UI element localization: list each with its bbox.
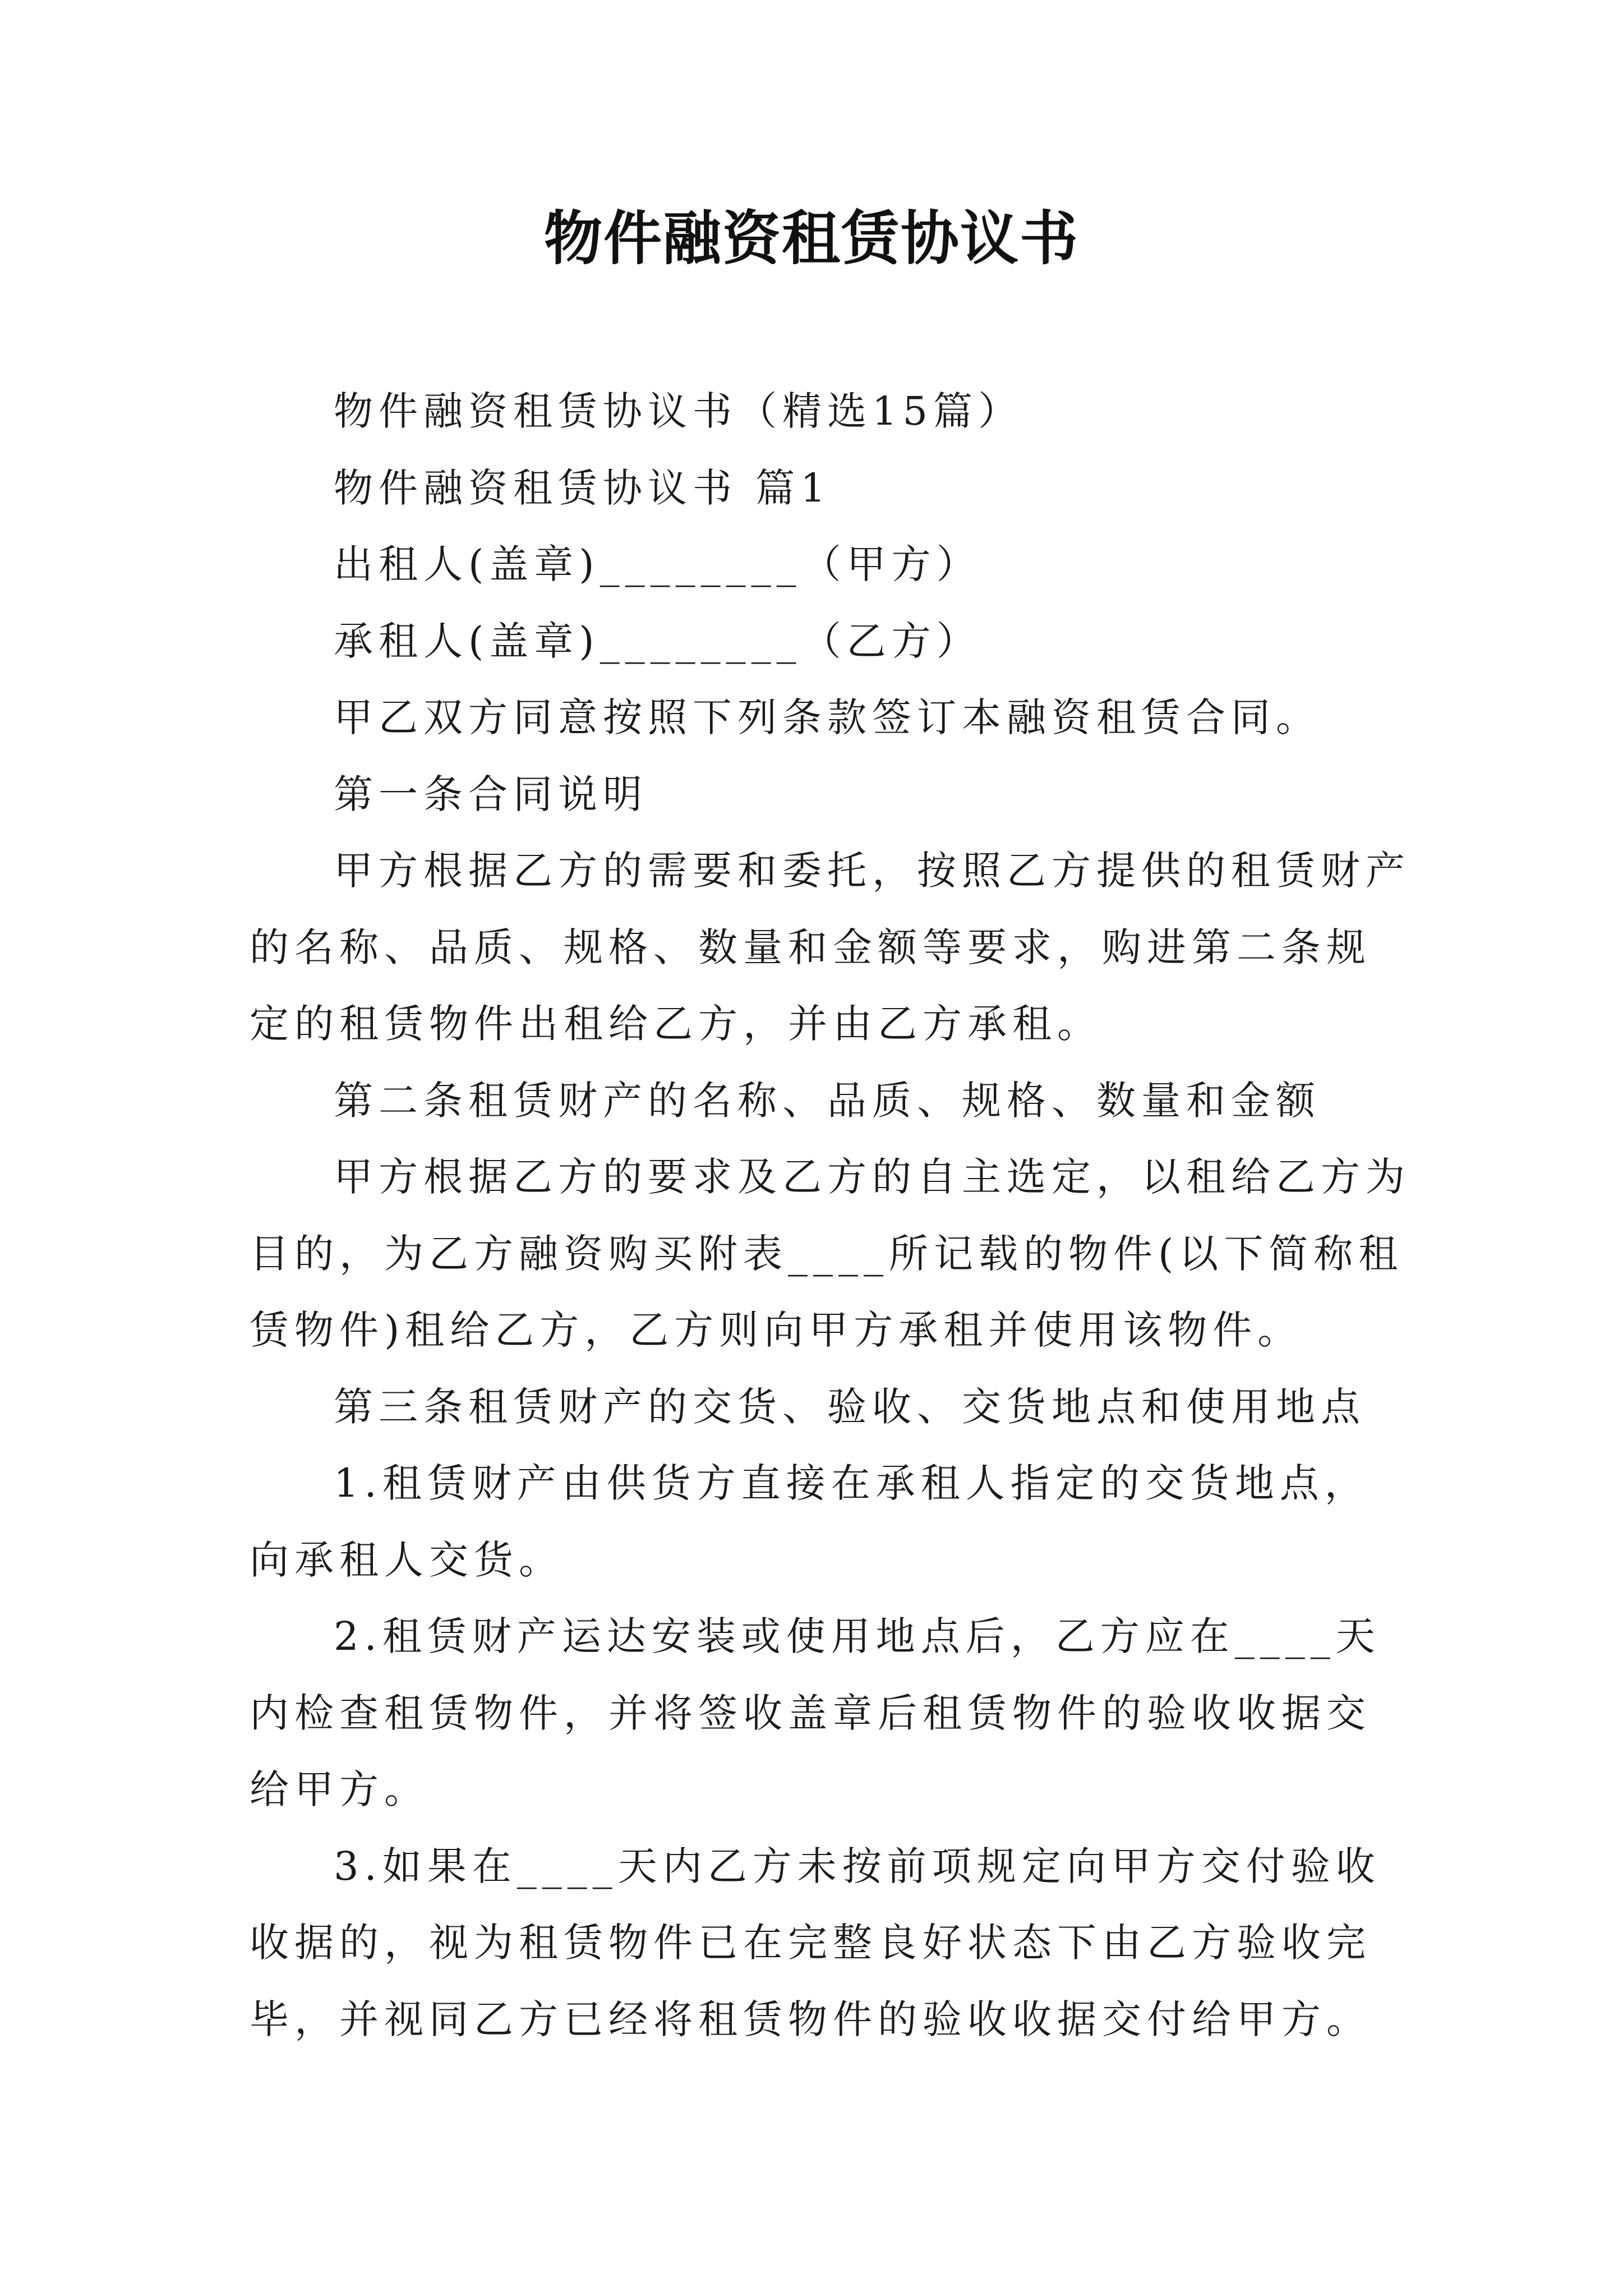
document-title: 物件融资租赁协议书 xyxy=(543,204,1079,273)
paragraph-article-3-item-1: 1.租赁财产由供货方直接在承租人指定的交货地点，向承租人交货。 xyxy=(250,1460,1370,1583)
paragraph-article-1-heading: 第一条合同说明 xyxy=(334,771,648,817)
paragraph-agreement: 甲乙双方同意按照下列条款签订本融资租赁合同。 xyxy=(334,694,1321,740)
paragraph-chapter-heading: 物件融资租赁协议书 篇1 xyxy=(334,464,831,511)
paragraph-lessee: 承租人(盖章)________（乙方） xyxy=(334,618,981,664)
document-body xyxy=(250,373,1410,2058)
paragraph-lessor: 出租人(盖章)________（甲方） xyxy=(334,541,981,587)
paragraph-article-1-body: 甲方根据乙方的需要和委托，按照乙方提供的租赁财产的名称、品质、规格、数量和金额等要求，购进第二条规定的租赁物件出租给乙方，并由乙方承租。 xyxy=(250,848,1410,1047)
paragraph-article-3-item-2: 2.租赁财产运达安装或使用地点后，乙方应在____天内检查租赁物件，并将签收盖章后租赁物件的验收收据交给甲方。 xyxy=(250,1613,1381,1812)
paragraph-article-2-heading: 第二条租赁财产的名称、品质、规格、数量和金额 xyxy=(334,1077,1321,1124)
paragraph-article-3-item-3: 3.如果在____天内乙方未按前项规定向甲方交付验收收据的，视为租赁物件已在完整良好状态下由乙方验收完毕，并视同乙方已经将租赁物件的验收收据交付给甲方。 xyxy=(250,1843,1381,2042)
paragraph-article-3-heading: 第三条租赁财产的交货、验收、交货地点和使用地点 xyxy=(334,1383,1366,1430)
paragraph-subtitle: 物件融资租赁协议书（精选15篇） xyxy=(334,388,1023,434)
paragraph-article-2-body: 甲方根据乙方的要求及乙方的自主选定，以租给乙方为目的，为乙方融资购买附表____所记载的物件(以下简称租赁物件)租给乙方，乙方则向甲方承租并使用该物件。 xyxy=(250,1154,1410,1353)
